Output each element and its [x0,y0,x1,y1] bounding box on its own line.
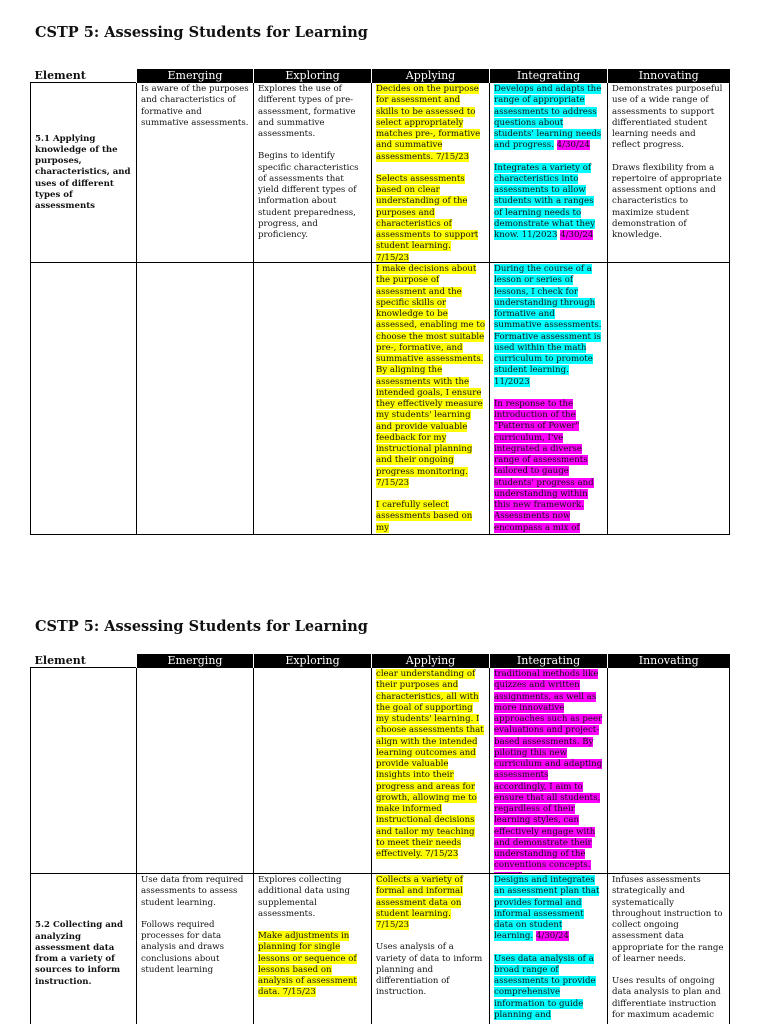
element-header: Element [31,654,137,668]
integrating-header: Integrating [490,654,608,668]
exploring-text: Explores the use of different types of pre-assessment, formative and summative assessments. [258,84,356,139]
highlighted-text: I make decisions about the purpose of assessment and the specific skills or knowledge to be assessed, enabling me to choose the most suitable pre-, formative, and summative assessments. By aligning the assessments with the intended goals, I ensure they effectively measure my students' learning and provide valuable feedback for my instructional planning and their ongoing progress monitoring. 7/15/23 [376,264,485,488]
highlighted-text: Decides on the purpose for assessment and skills to be assessed to select appropriately matches pre-, formative and summative assessments. 7/15/23 [376,84,481,162]
innovating-text: Uses results of ongoing data analysis to plan and differentiate instruction for maximum academic [612,976,721,1020]
exploring-header: Exploring [254,69,372,83]
element-cell [31,874,137,1024]
integrating-cell [490,874,608,1024]
exploring-header: Exploring [254,654,372,668]
page-title: CSTP 5: Assessing Students for Learning [35,618,368,635]
highlighted-text: traditional methods like quizzes and written assignments, as well as more innovative approaches such as peer evaluations and project-based assessments. By piloting this new curriculum and adapting assessments accordingly, I aim to ensure that all students, regardless of their learning styles, can effectively engage with and demonstrate their understanding of the conventions concepts. [494,669,603,871]
highlighted-text: I carefully select assessments based on my [376,500,473,533]
table-row [31,668,730,874]
applying-header: Applying [372,654,490,668]
date-highlight: 4/30/24 [560,230,594,240]
exploring-cell [254,874,372,1024]
exploring-text: Explores collecting additional data using supplemental assessments. [258,875,351,919]
innovating-cell [608,668,730,874]
highlighted-text: During the course of a lesson or series of lessons, I check for understanding through formative and summative assessments. Formative assessment is used within the math curriculum to promote student learning. 11/2023 [494,264,602,387]
date-highlight: 4/30/24 [535,931,569,942]
emerging-cell [137,83,254,263]
highlighted-text: Designs and integrates an assessment plan that provides formal and informal assessment data on student learning. [494,875,600,942]
innovating-header: Innovating [608,69,730,83]
element-cell [31,263,137,535]
emerging-header: Emerging [137,654,254,668]
table-row [31,263,730,535]
element-5-2: 5.2 Collecting and analyzing assessment data from a variety of sources to inform instruction. [35,920,124,987]
table-row [31,874,730,1024]
innovating-text: Demonstrates purposeful use of a wide range of assessments to support differentiated student learning needs and reflect progress. [612,84,723,151]
integrating-cell [490,668,608,874]
applying-cell [372,83,490,263]
integrating-header: Integrating [490,69,608,83]
exploring-cell [254,668,372,874]
highlighted-text: Make adjustments in planning for single lessons or sequence of lessons based on analysis of assessment data. 7/15/23 [258,931,357,998]
emerging-text: Use data from required assessments to assess student learning. [141,875,244,908]
exploring-text: Begins to identify specific characteristics of assessments that yield different types of information about student preparedness, progress, and proficiency. [258,151,359,240]
table-row [31,83,730,263]
applying-text: Uses analysis of a variety of data to inform planning and differentiation of instruction. [376,942,483,998]
rubric-table [30,654,730,1024]
innovating-cell [608,83,730,263]
date-highlight: 4/30/24 [556,140,590,151]
integrating-cell [490,263,608,535]
highlighted-text: clear understanding of their purposes and characteristics, all with the goal of supporting my students' learning. I choose assessments that align with the intended learning outcomes and provide valuable insights into their progress and areas for growth, allowing me to make informed instructional decisions and tailor my teaching to meet their needs effectively. 7/15/23 [376,669,484,859]
applying-header: Applying [372,69,490,83]
page-two [0,600,768,1024]
element-cell [31,83,137,263]
innovating-cell [608,263,730,535]
date-highlight [494,872,522,874]
applying-cell [372,263,490,535]
highlighted-text: Collects a variety of formal and informal assessment data on student learning. 7/15/23 [376,875,463,930]
emerging-cell [137,263,254,535]
rubric-table [30,69,730,535]
innovating-text: Infuses assessments strategically and systematically throughout instruction to collect ongoing assessment data appropriate for the range of learner needs. [612,875,724,964]
integrating-cell [490,83,608,263]
applying-cell [372,668,490,874]
element-5-1: 5.1 Applying knowledge of the purposes, characteristics, and uses of different types of assessments [35,133,131,212]
highlighted-text: Develops and adapts the range of appropriate assessments to address questions about students' learning needs and progress. [494,84,602,151]
emerging-text: Is aware of the purposes and characteristics of formative and summative assessments. [141,84,249,128]
emerging-cell [137,668,254,874]
innovating-text: Draws flexibility from a repertoire of appropriate assessment options and characteristics to maximize student demonstration of knowledge. [612,162,722,240]
highlighted-text: Integrates a variety of characteristics into assessments to allow students with a ranges of learning needs to demonstrate what they know. 11/2023 [494,162,595,240]
highlighted-text: Uses data analysis of a broad range of assessments to provide comprehensive information to guide planning and [494,953,596,1020]
element-header: Element [31,69,137,83]
page-title: CSTP 5: Assessing Students for Learning [35,24,368,41]
highlighted-text: Selects assessments based on clear understanding of the purposes and characteristics of assessments to support student learning. 7/15/23 [376,173,479,262]
applying-cell [372,874,490,1024]
element-cell [31,668,137,874]
emerging-header: Emerging [137,69,254,83]
emerging-cell [137,874,254,1024]
header-row [31,654,730,668]
innovating-cell [608,874,730,1024]
innovating-header: Innovating [608,654,730,668]
exploring-cell [254,263,372,535]
exploring-cell [254,83,372,263]
highlighted-text: In response to the introduction of the "Patterns of Power" curriculum, I've integrated a diverse range of assessments tailored to gauge students' progress and understanding within this new framework. Assessments now encompass a mix of [494,398,594,533]
header-row [31,69,730,83]
emerging-text: Follows required processes for data analysis and draws conclusions about student learning [141,919,225,975]
